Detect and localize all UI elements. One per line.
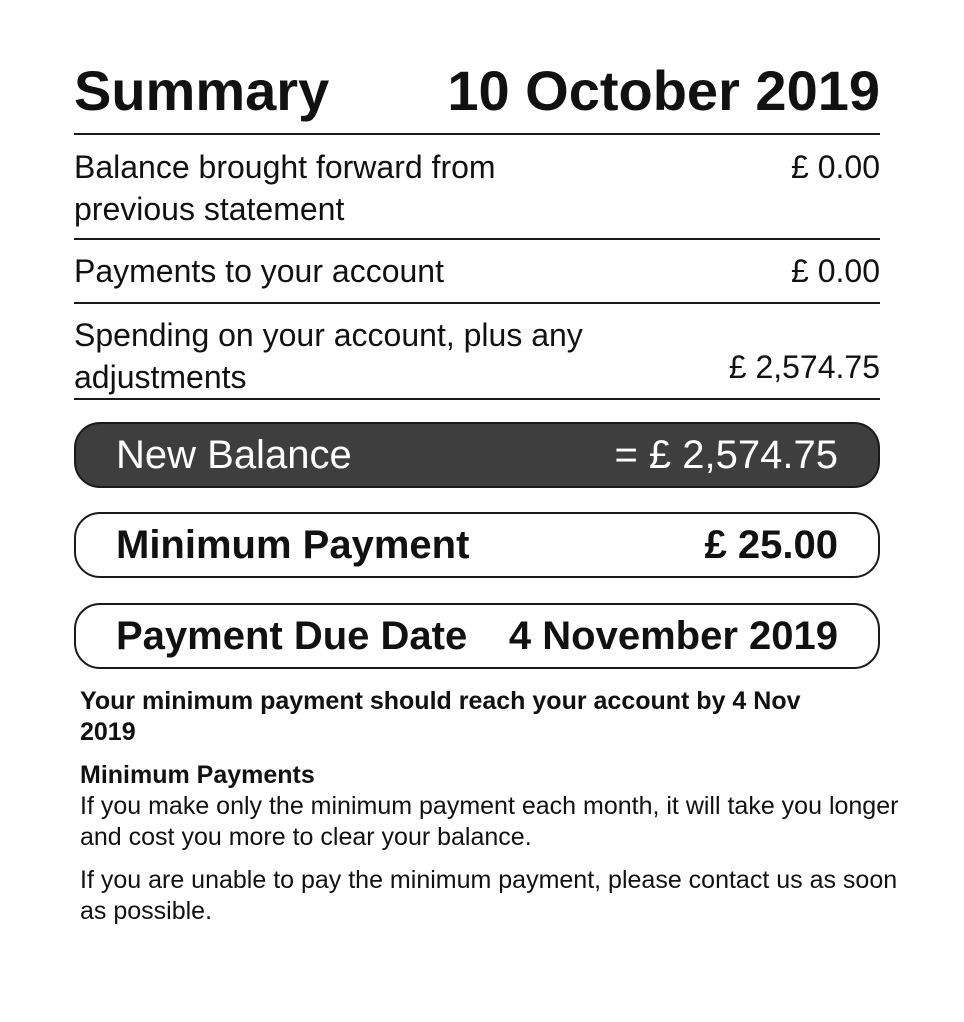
summary-header <box>74 56 880 126</box>
new-balance-value: = £ 2,574.75 <box>614 433 838 477</box>
balance-brought-forward-row <box>74 146 880 232</box>
balance-brought-forward-value: £ 0.00 <box>791 149 880 185</box>
payments-label: Payments to your account <box>74 253 444 289</box>
spending-label: Spending on your account, plus any adjustments <box>74 317 583 395</box>
page-title: Summary <box>74 59 330 122</box>
minimum-payment-label: Minimum Payment <box>116 523 470 567</box>
payment-due-date-value: 4 November 2019 <box>508 614 838 658</box>
minimum-payment-value: £ 25.00 <box>704 523 838 567</box>
divider <box>74 398 880 400</box>
payment-due-date-box <box>74 603 880 669</box>
payment-notes <box>80 686 900 927</box>
contact-us-note: If you are unable to pay the minimum payment, please contact us as soon as possible. <box>80 866 898 925</box>
payments-row <box>74 250 880 294</box>
divider <box>74 238 880 240</box>
balance-brought-forward-label: Balance brought forward from previous statement <box>74 149 496 227</box>
spending-value: £ 2,574.75 <box>728 349 880 385</box>
minimum-payments-info: If you make only the minimum payment each month, it will take you longer and cost you more to clear your balance. <box>80 792 899 851</box>
minimum-payments-heading: Minimum Payments <box>80 761 315 789</box>
divider <box>74 302 880 304</box>
payment-due-date-label: Payment Due Date <box>116 614 468 658</box>
spending-row <box>74 314 880 398</box>
payments-value: £ 0.00 <box>791 253 880 289</box>
new-balance-label: New Balance <box>116 433 352 477</box>
new-balance-box <box>74 422 880 488</box>
divider <box>74 133 880 135</box>
reach-by-note: Your minimum payment should reach your account by 4 Nov 2019 <box>80 687 801 746</box>
statement-date: 10 October 2019 <box>447 59 880 122</box>
minimum-payment-box <box>74 512 880 578</box>
